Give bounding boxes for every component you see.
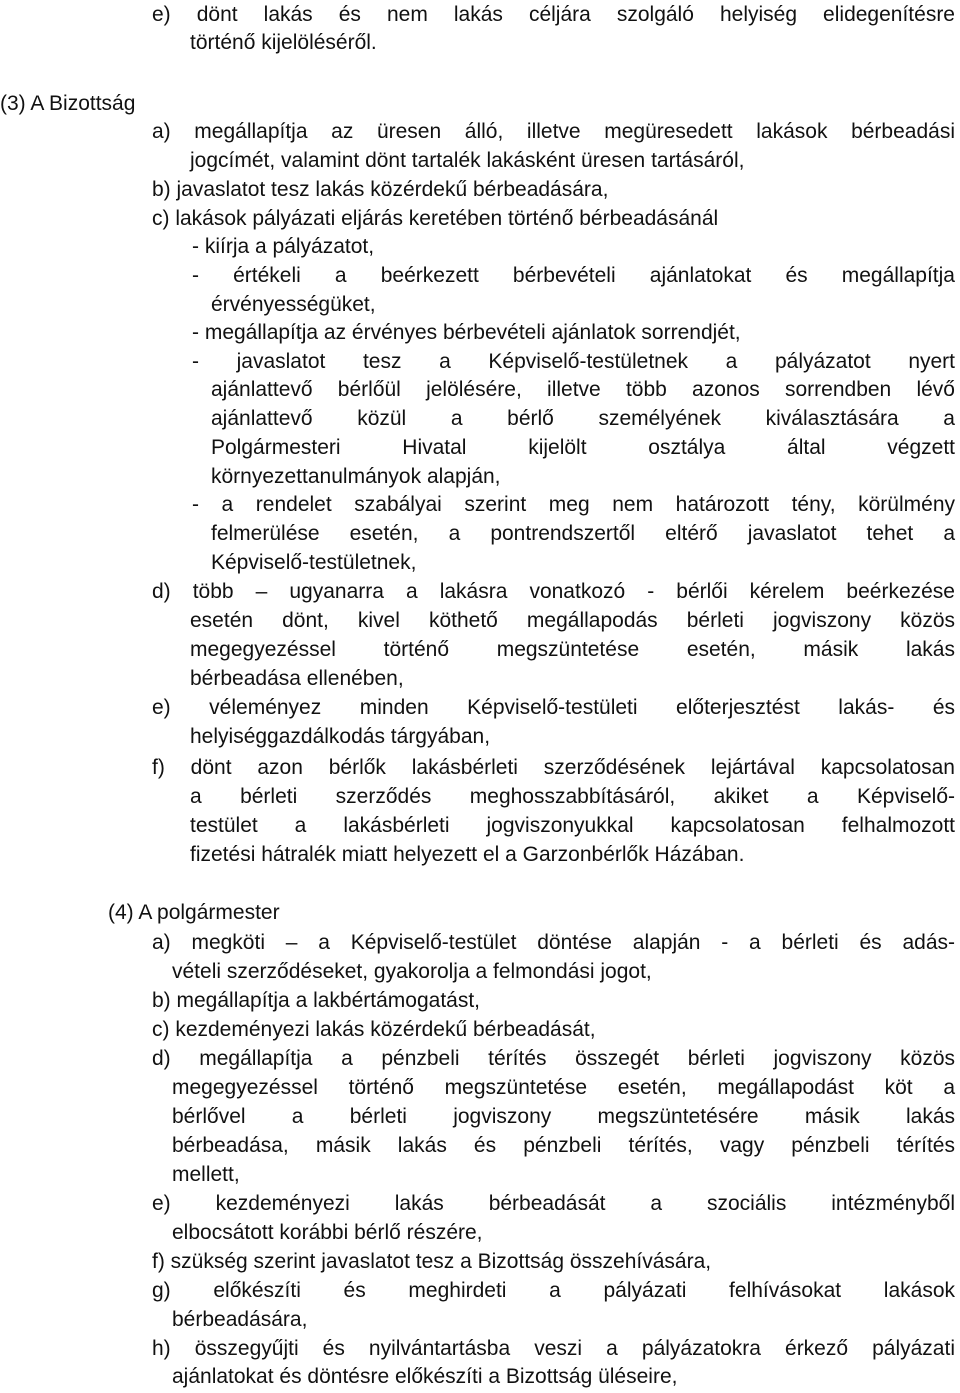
text-line: g) előkészíti és meghirdeti a pályázati felhívásokat lakások: [152, 1279, 955, 1302]
text-line: ajánlatokat és döntésre előkészíti a Bizottság üléseire,: [172, 1365, 678, 1388]
text-line: - értékeli a beérkezett bérbevételi ajánlatokat és megállapítja: [192, 264, 955, 287]
text-line: megegyezéssel történő megszüntetése esetén, másik lakás: [190, 638, 955, 661]
text-line: a) megállapítja az üresen álló, illetve megüresedett lakások bérbeadási: [152, 120, 955, 143]
text-line: d) megállapítja a pénzbeli térítés összegét bérleti jogviszony közös: [152, 1047, 955, 1070]
text-line: felmerülése esetén, a pontrendszertől eltérő javaslatot tehet a: [211, 522, 955, 545]
text-line: e) véleményez minden Képviselő-testületi előterjesztést lakás- és: [152, 696, 955, 719]
text-line: f) dönt azon bérlők lakásbérleti szerződésének lejártával kapcsolatosan: [152, 756, 955, 779]
section-heading-s3: (3) A Bizottság: [0, 92, 136, 115]
text-line: érvényességüket,: [211, 293, 376, 316]
text-line: e) kezdeményezi lakás bérbeadását a szociális intézményből: [152, 1192, 955, 1215]
text-line: bérlővel a bérleti jogviszony megszüntetésére másik lakás: [172, 1105, 955, 1128]
text-line: bérbeadása ellenében,: [190, 667, 404, 690]
text-line: mellett,: [172, 1163, 240, 1186]
text-line: f) szükség szerint javaslatot tesz a Bizottság összehívására,: [152, 1250, 712, 1273]
text-line: - kiírja a pályázatot,: [192, 235, 375, 258]
text-line: - a rendelet szabályai szerint meg nem határozott tény, körülmény: [192, 493, 955, 516]
text-line: a bérleti szerződés meghosszabbításáról, akiket a Képviselő-: [190, 785, 955, 808]
text-line: e) dönt lakás és nem lakás céljára szolgáló helyiség elidegenítésre: [152, 3, 955, 26]
text-line: c) lakások pályázati eljárás keretében történő bérbeadásánál: [152, 207, 719, 230]
text-line: megegyezéssel történő megszüntetése esetén, megállapodást köt a: [172, 1076, 955, 1099]
text-line: - javaslatot tesz a Képviselő-testületnek a pályázatot nyert: [192, 350, 955, 373]
text-line: jogcímét, valamint dönt tartalék lakásként üresen tartásáról,: [190, 149, 745, 172]
section-heading-s4: (4) A polgármester: [108, 901, 280, 924]
text-line: bérbeadása, másik lakás és pénzbeli térítés, vagy pénzbeli térítés: [172, 1134, 955, 1157]
text-line: ajánlattevő közül a bérlő személyének kiválasztására a: [211, 407, 955, 430]
text-line: d) több – ugyanarra a lakásra vonatkozó - bérlői kérelem beérkezése: [152, 580, 955, 603]
text-line: - megállapítja az érvényes bérbevételi ajánlatok sorrendjét,: [192, 321, 741, 344]
text-line: környezettanulmányok alapján,: [211, 465, 501, 488]
text-line: a) megköti – a Képviselő-testület döntése alapján - a bérleti és adás-: [152, 931, 955, 954]
text-line: testület a lakásbérleti jogviszonyukkal kapcsolatosan felhalmozott: [190, 814, 955, 837]
text-line: b) javaslatot tesz lakás közérdekű bérbeadására,: [152, 178, 609, 201]
text-line: történő kijelöléséről.: [190, 31, 377, 54]
text-line: fizetési hátralék miatt helyezett el a Garzonbérlők Házában.: [190, 843, 745, 866]
text-line: esetén dönt, kivel köthető megállapodás bérleti jogviszony közös: [190, 609, 955, 632]
text-line: elbocsátott korábbi bérlő részére,: [172, 1221, 483, 1244]
text-line: c) kezdeményezi lakás közérdekű bérbeadását,: [152, 1018, 596, 1041]
text-line: Képviselő-testületnek,: [211, 551, 417, 574]
text-line: bérbeadására,: [172, 1308, 308, 1331]
text-line: ajánlattevő bérlőül jelölésére, illetve több azonos sorrendben lévő: [211, 378, 955, 401]
text-line: b) megállapítja a lakbértámogatást,: [152, 989, 481, 1012]
text-line: helyiséggazdálkodás tárgyában,: [190, 725, 491, 748]
text-line: h) összegyűjti és nyilvántartásba veszi a pályázatokra érkező pályázati: [152, 1337, 955, 1360]
text-line: Polgármesteri Hivatal kijelölt osztálya által végzett: [211, 436, 955, 459]
text-line: vételi szerződéseket, gyakorolja a felmondási jogot,: [172, 960, 652, 983]
